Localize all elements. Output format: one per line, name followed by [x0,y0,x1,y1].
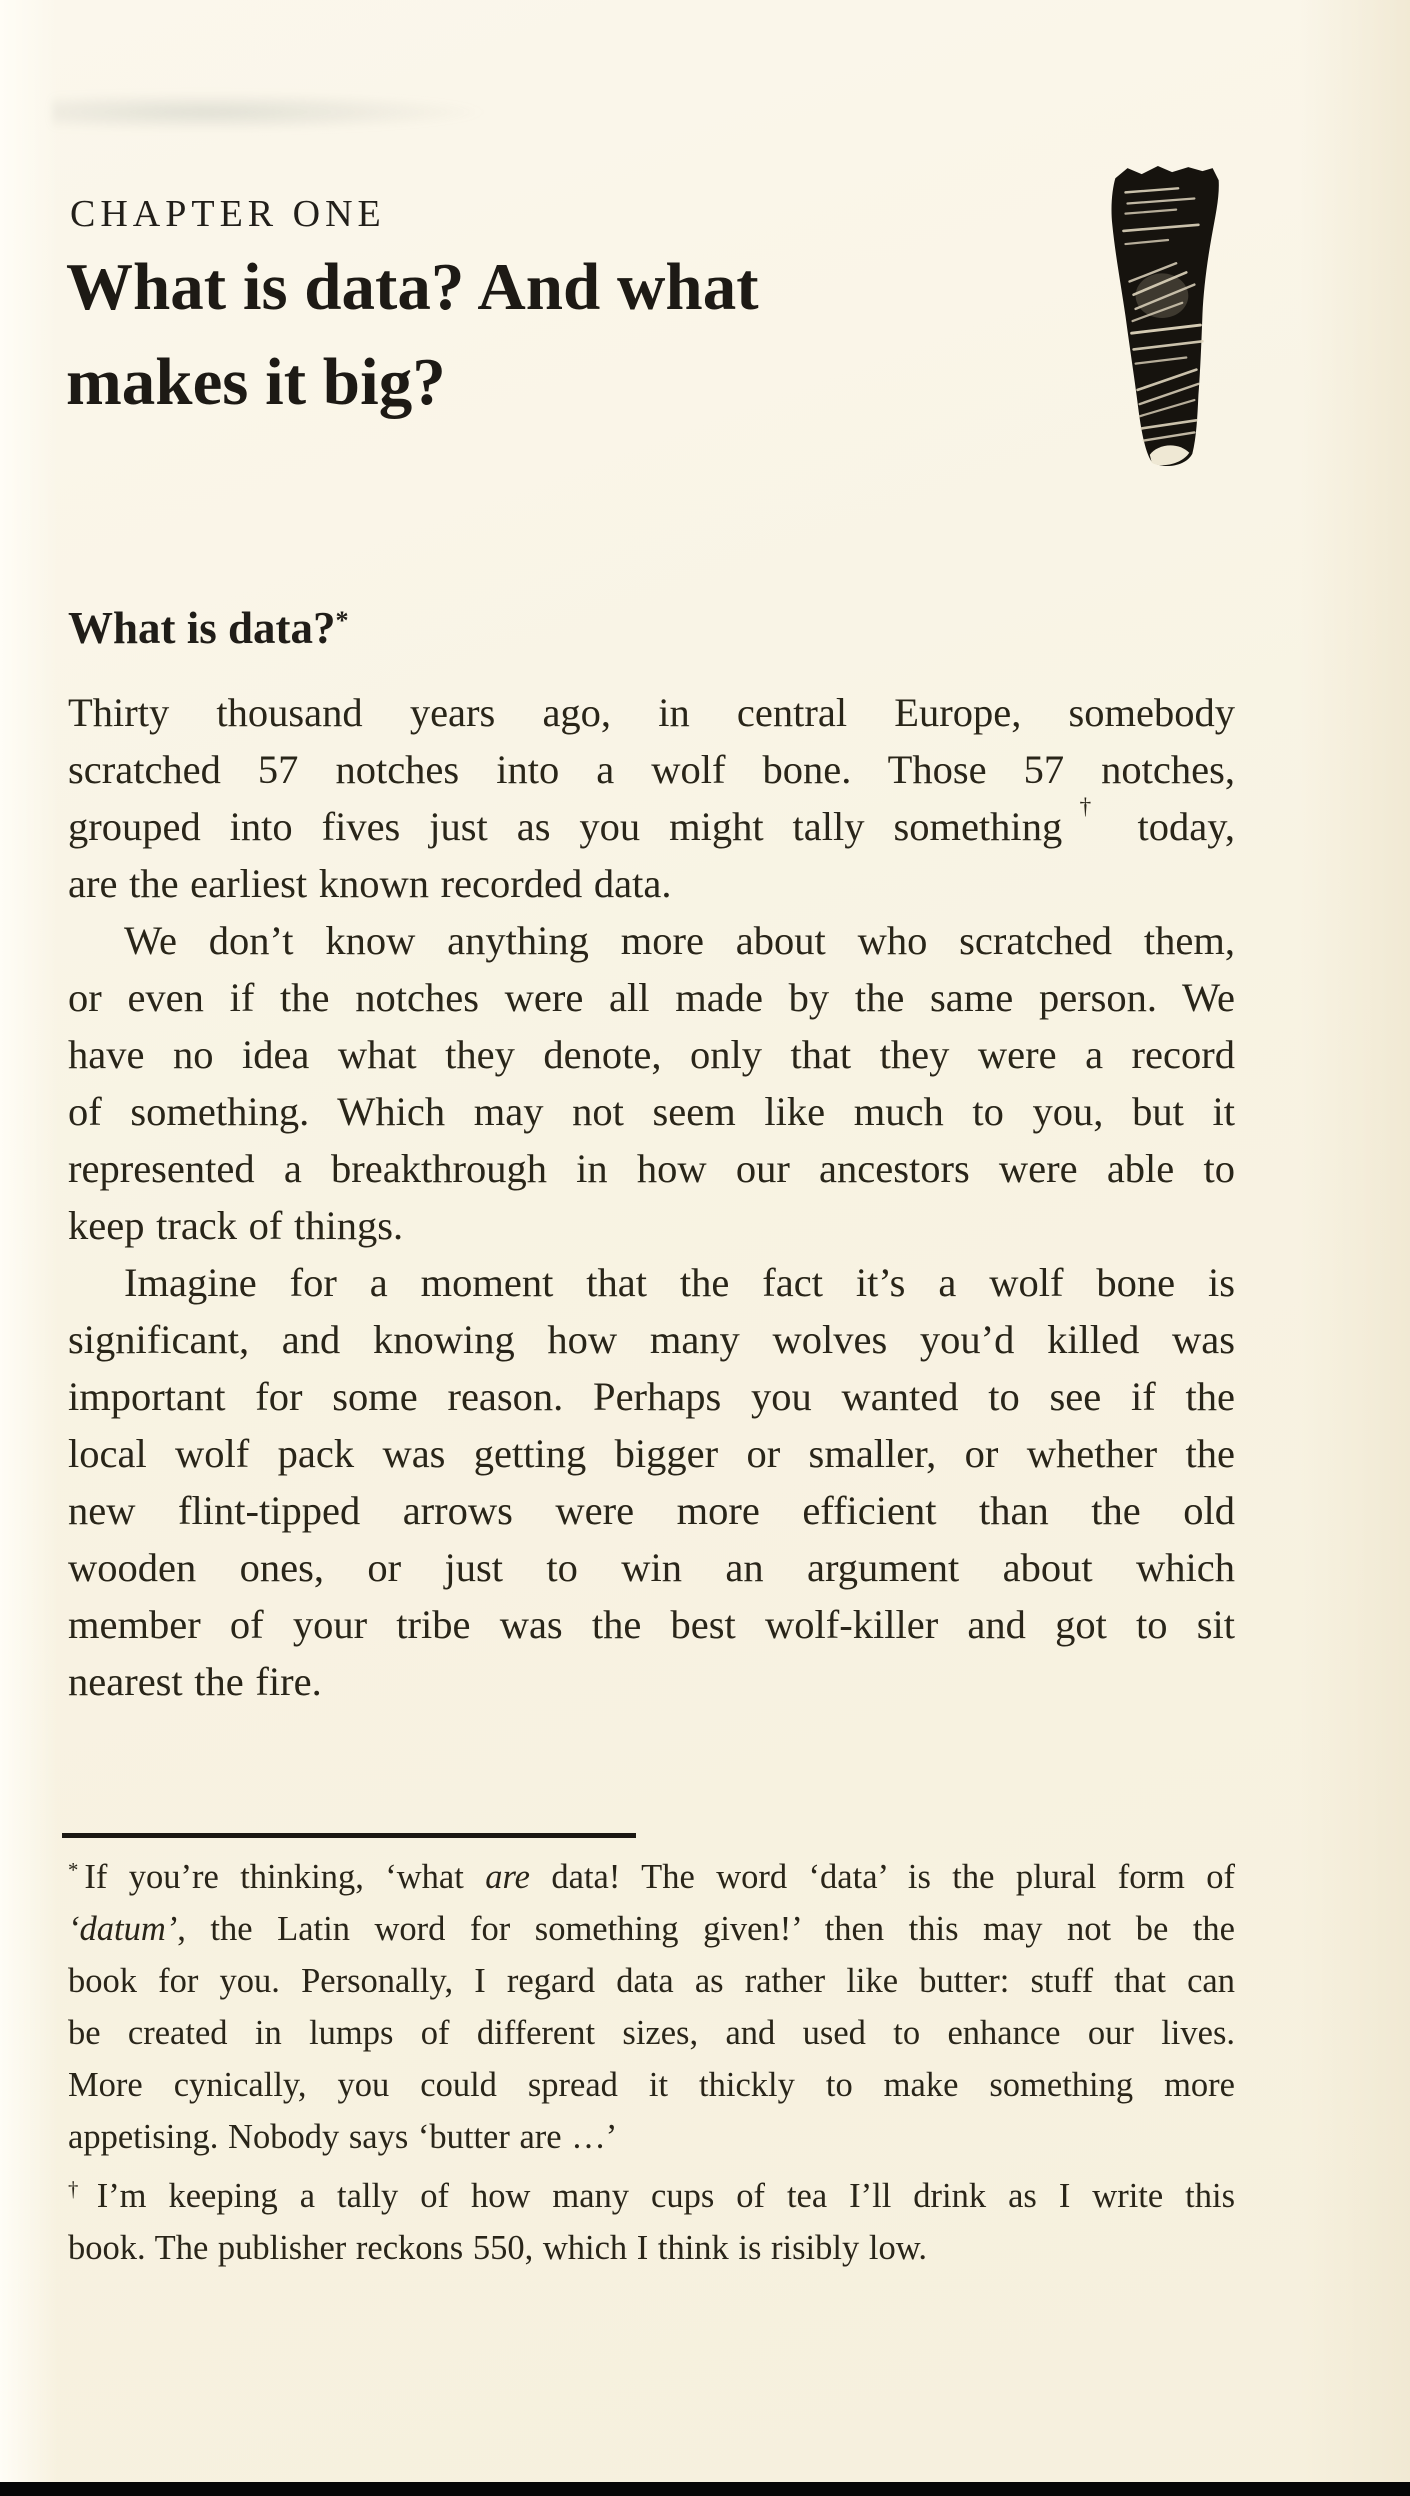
text-segment: wooden ones, or just to win an argument about which [68,1545,1235,1590]
text-line [68,1903,1235,1955]
text-segment: data! The word ‘data’ is the plural form of [529,1858,1236,1896]
text-line [68,912,1235,969]
text-segment: local wolf pack was getting bigger or smaller, or whether the [68,1431,1235,1476]
text-line [68,2007,1235,2059]
text-line [68,1482,1235,1539]
section-heading [68,602,349,654]
text-segment: grouped into fives just as you might tally something [68,804,1063,849]
text-segment: keep track of things. [68,1203,404,1248]
text-segment: ‘datum’ [68,1910,178,1948]
text-line [68,855,1235,912]
text-line [68,2111,1235,2163]
text-line [68,1955,1235,2007]
text-segment: More cynically, you could spread it thickly to make something more [68,2066,1235,2104]
section-heading-text: What is data? [68,603,336,653]
text-line [68,2222,1235,2274]
text-line [68,2059,1235,2111]
text-segment: nearest the fire. [68,1659,322,1704]
text-segment: be created in lumps of different sizes, and used to enhance our lives. [68,2014,1235,2052]
text-line [68,741,1235,798]
text-segment: Imagine for a moment that the fact it’s a wolf bone is [124,1260,1235,1305]
text-line [68,969,1235,1026]
chapter-title-line-1: What is data? And what [66,250,759,324]
scan-edge [0,2482,1410,2496]
text-line [68,1311,1235,1368]
text-segment: important for some reason. Perhaps you wanted to see if the [68,1374,1235,1419]
text-segment: book. The publisher reckons 550, which I think is risibly low. [68,2229,927,2267]
wolf-bone-illustration [1104,162,1228,474]
text-line [68,1368,1235,1425]
text-line [68,1851,1235,1903]
text-segment: significant, and knowing how many wolves you’d killed was [68,1317,1235,1362]
chapter-kicker: CHAPTER ONE [70,193,386,235]
text-segment: Thirty thousand years ago, in central Europe, somebody [68,690,1235,735]
text-line [68,1083,1235,1140]
footnotes [68,1851,1235,2274]
text-segment: today, [1108,804,1235,849]
text-segment: scratched 57 notches into a wolf bone. Those 57 notches, [68,747,1235,792]
text-line [68,1197,1235,1254]
text-segment: appetising. Nobody says ‘butter are …’ [68,2118,618,2156]
text-segment: or even if the notches were all made by the same person. We [68,975,1235,1020]
paragraph [68,912,1235,1254]
text-line [68,1596,1235,1653]
text-line [68,793,1235,855]
text-segment: I’m keeping a tally of how many cups of tea I’ll drink as I write this [96,2177,1236,2215]
text-segment: We don’t know anything more about who scratched them, [124,918,1235,963]
text-line [68,1539,1235,1596]
footnote-marker: † [68,2178,91,2201]
footnote [68,1851,1235,2163]
footnote-divider [62,1833,636,1838]
footnote [68,2170,1235,2274]
paragraph [68,684,1235,912]
text-line [68,684,1235,741]
chapter-title [66,240,1066,430]
text-segment: have no idea what they denote, only that they were a record [68,1032,1235,1077]
text-segment: are [485,1858,530,1896]
show-through-smudge [52,92,492,132]
text-segment: are the earliest known recorded data. [68,861,672,906]
text-segment: If you’re thinking, ‘what [84,1858,486,1896]
footnote-marker: * [68,1859,79,1882]
text-segment: , the Latin word for something given!’ then this may not be the [177,1910,1235,1948]
superscript-marker: † [1062,793,1109,820]
footnote-marker-asterisk: * [335,605,349,635]
text-line [68,1425,1235,1482]
text-line [68,1653,1235,1710]
text-segment: book for you. Personally, I regard data as rather like butter: stuff that can [68,1962,1235,2000]
paragraph [68,1254,1235,1710]
text-line [68,1140,1235,1197]
text-line [68,2170,1235,2222]
text-line [68,1254,1235,1311]
text-segment: new flint-tipped arrows were more efficient than the old [68,1488,1235,1533]
text-segment: represented a breakthrough in how our ancestors were able to [68,1146,1235,1191]
chapter-title-line-2: makes it big? [66,345,446,419]
body-text [68,684,1235,1710]
text-line [68,1026,1235,1083]
text-segment: of something. Which may not seem like much to you, but it [68,1089,1235,1134]
text-segment: member of your tribe was the best wolf-killer and got to sit [68,1602,1235,1647]
